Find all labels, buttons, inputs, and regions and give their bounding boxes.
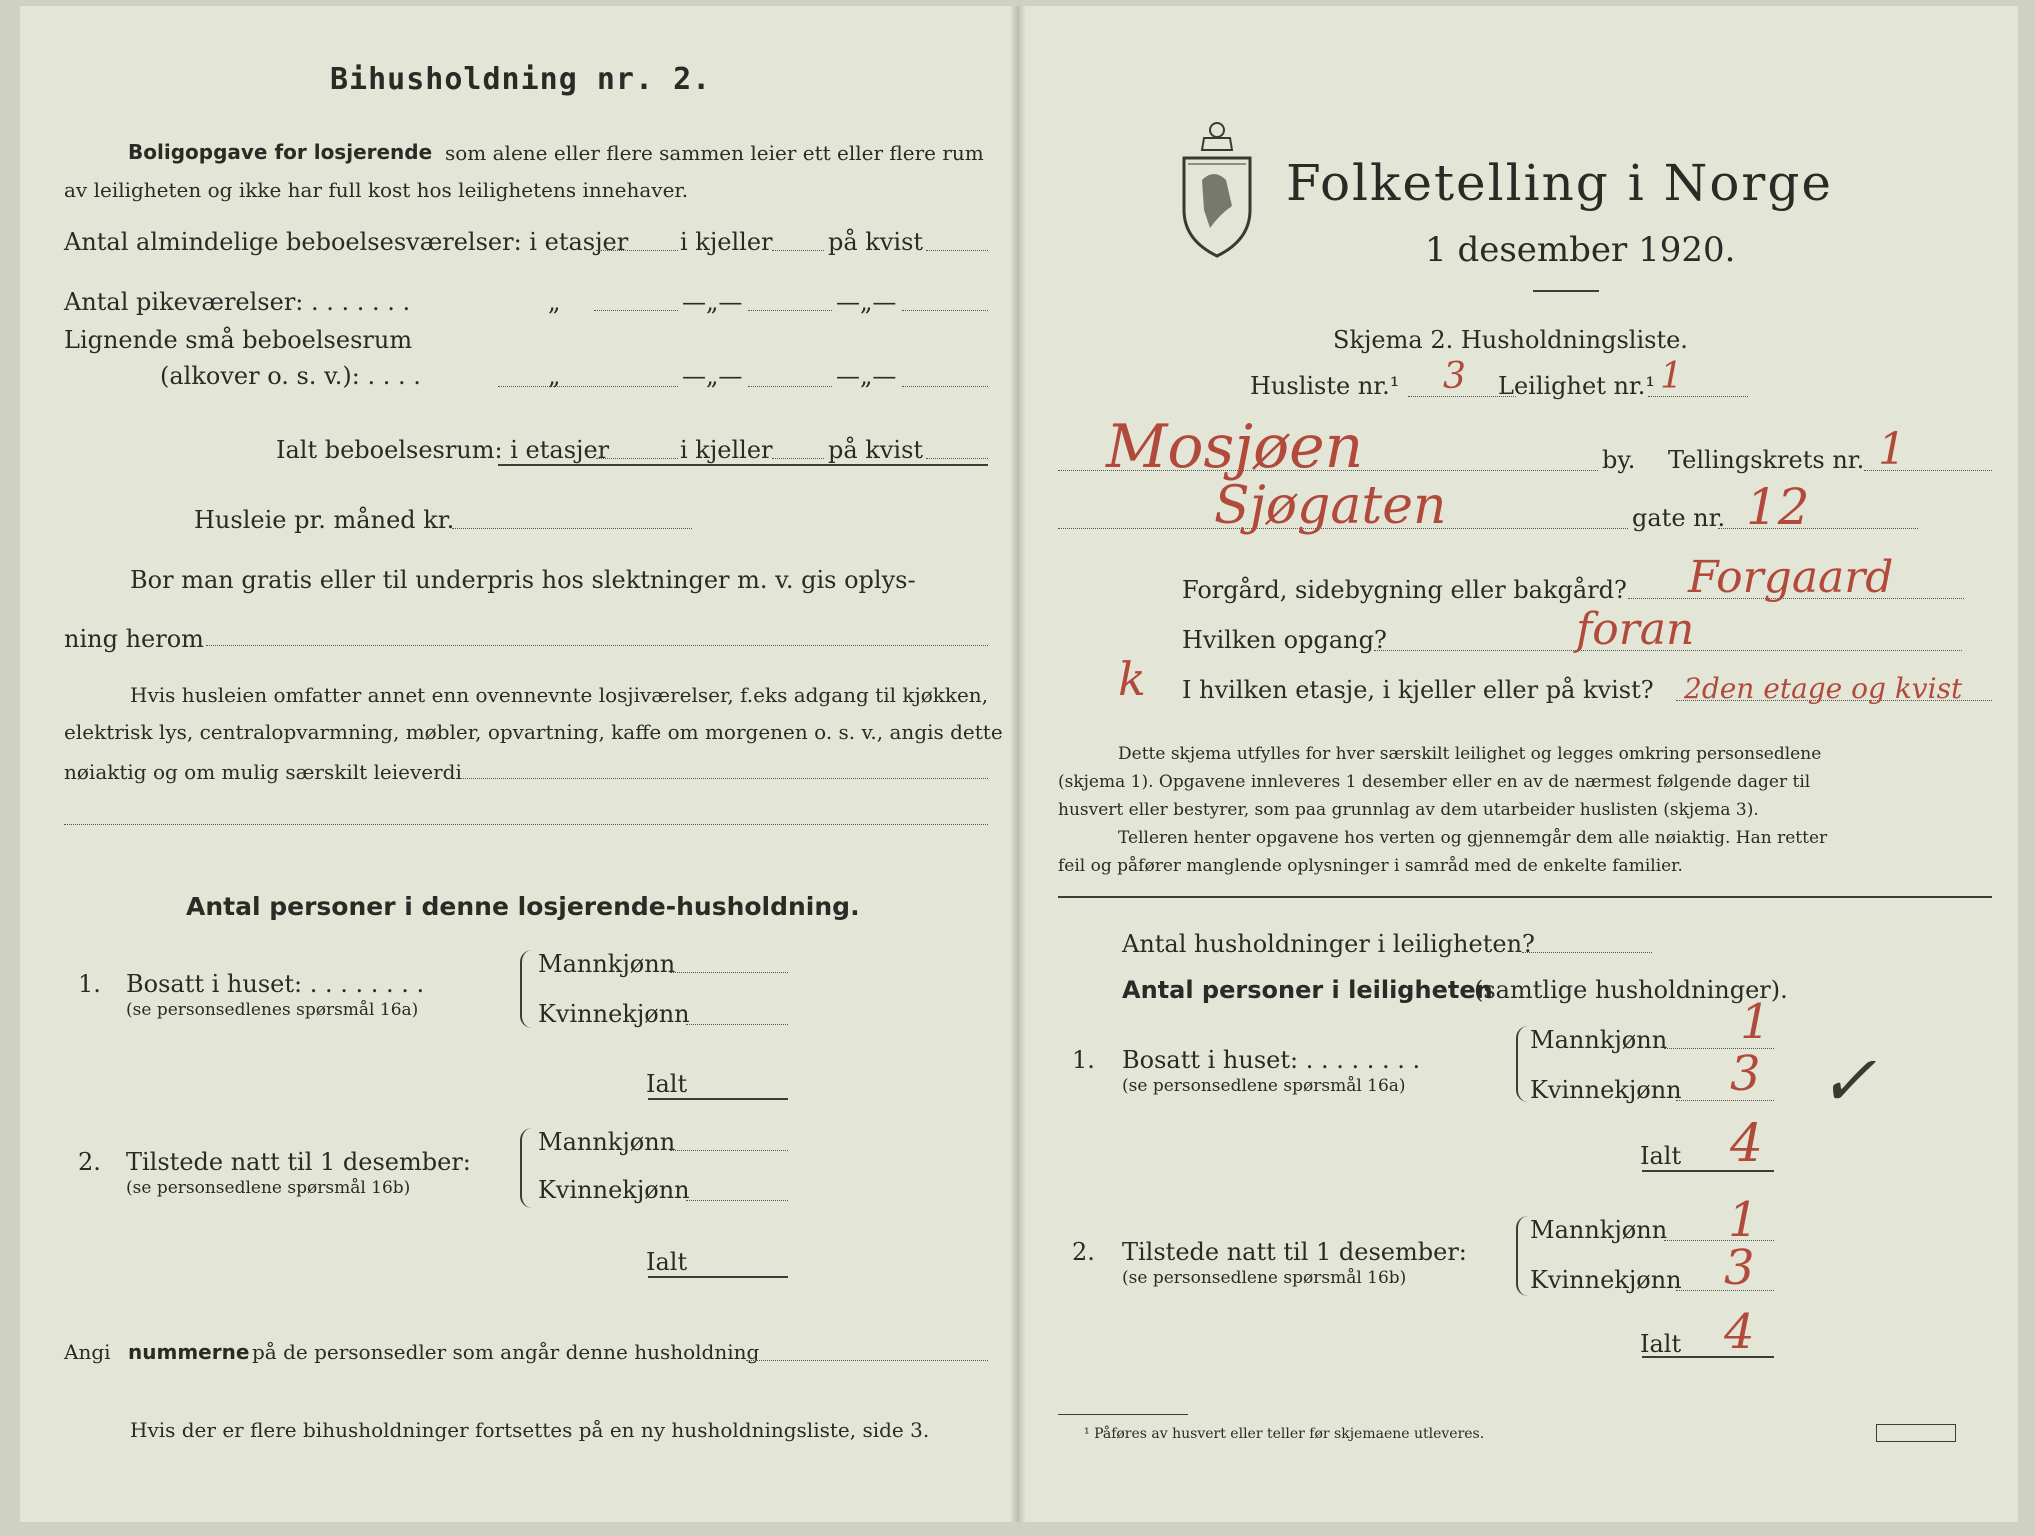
rooms-kjeller-label: i kjeller: [680, 228, 773, 256]
ialt-etasjer-field: [596, 458, 678, 459]
q1-ialt-value: 4: [1730, 1114, 1764, 1174]
bor-line-1: Bor man gratis eller til underpris hos slektninger m. v. gis oplys-: [130, 566, 916, 594]
left-title: Bihusholdning nr. 2.: [330, 62, 712, 97]
antal-rest: (samtlige husholdninger).: [1474, 976, 1788, 1004]
instr-line-4: Telleren henter opgavene hos verten og gjennemgår dem alle nøiaktig. Han retter: [1118, 828, 1828, 848]
angi-field: [746, 1360, 988, 1361]
tellingskrets-value: 1: [1878, 424, 1906, 475]
q1-kvinne-label: Kvinnekjønn: [1530, 1076, 1682, 1104]
instr-line-1: Dette skjema utfylles for hver særskilt leilighet og legges omkring personsedlene: [1118, 744, 1822, 764]
lign-field-1: [498, 386, 678, 387]
q1-kvinne-field: [686, 1024, 788, 1025]
q2-ialt-label: Ialt: [646, 1248, 688, 1276]
husliste-label: Husliste nr.¹: [1250, 372, 1400, 400]
lign-ditto-3: —„—: [836, 362, 897, 390]
gate-value: 12: [1746, 478, 1810, 536]
lign-label-1: Lignende små beboelsesrum: [64, 326, 413, 354]
intro-bold: Boligopgave for losjerende: [128, 140, 433, 164]
q2-kvinne-label: Kvinnekjønn: [538, 1176, 690, 1204]
ialt-kvist-field: [926, 458, 988, 459]
bor-field: [206, 645, 988, 646]
right-page: [1028, 0, 2018, 1536]
pike-ditto: „: [548, 288, 561, 316]
rooms-kvist-label: på kvist: [828, 228, 924, 256]
q2-kvinne-label: Kvinnekjønn: [1530, 1266, 1682, 1294]
gate-label: gate nr.: [1632, 504, 1726, 532]
q2-kvinne-field: [686, 1200, 788, 1201]
left-page: [20, 0, 1010, 1536]
right-title: Folketelling i Norge: [1286, 154, 1833, 212]
ialt-kvist-label: på kvist: [828, 436, 924, 464]
skjema-label: Skjema 2. Husholdningsliste.: [1333, 326, 1688, 354]
hvis-field: [460, 778, 988, 779]
tellingskrets-label: Tellingskrets nr.: [1668, 446, 1865, 474]
angi-a: Angi: [64, 1340, 111, 1364]
pike-ditto-3: —„—: [836, 288, 897, 316]
q2-label: Tilstede natt til 1 desember:: [126, 1148, 471, 1176]
q2-mann-value: 1: [1728, 1192, 1759, 1248]
leilighet-value: 1: [1660, 356, 1683, 397]
q2-sub: (se personsedlene spørsmål 16b): [1122, 1268, 1407, 1288]
q1-mann-label: Mannkjønn: [1530, 1026, 1668, 1054]
intro-rest: som alene eller flere sammen leier ett eller flere rum: [445, 141, 984, 165]
ialt-rooms-label: Ialt beboelsesrum: i etasjer: [276, 436, 610, 464]
pike-ditto-2: —„—: [682, 288, 743, 316]
bor-line-2: ning herom: [64, 625, 204, 653]
opgang-value: foran: [1576, 604, 1695, 655]
antal-bold: Antal personer i leiligheten: [1122, 976, 1493, 1004]
census-date: 1 desember 1920.: [1425, 230, 1736, 270]
leilighet-label: Leilighet nr.¹: [1498, 372, 1656, 400]
pike-field-3: [902, 310, 988, 311]
hush-label: Antal husholdninger i leiligheten?: [1122, 930, 1535, 958]
instr-line-3: husvert eller bestyrer, som paa grunnlag av dem utarbeider huslisten (skjema 3).: [1058, 800, 1759, 820]
q1-kvinne-value: 3: [1730, 1046, 1761, 1102]
hvis-field-2: [64, 824, 988, 825]
q2-label: Tilstede natt til 1 desember:: [1122, 1238, 1467, 1266]
q1-label: Bosatt i huset: . . . . . . . .: [1122, 1046, 1421, 1074]
footnote-rule: [1058, 1414, 1188, 1415]
q1-brace: [1516, 1026, 1528, 1102]
q1-mann-field: [670, 972, 788, 973]
q1-mann-label: Mannkjønn: [538, 950, 676, 978]
instr-line-5: feil og påfører manglende oplysninger i samråd med de enkelte familier.: [1058, 856, 1683, 876]
q2-mann-field: [670, 1150, 788, 1151]
q2-ialt-field: [648, 1276, 788, 1278]
q1-kvinne-label: Kvinnekjønn: [538, 1000, 690, 1028]
opgang-label: Hvilken opgang?: [1182, 626, 1387, 654]
q2-mann-label: Mannkjønn: [1530, 1216, 1668, 1244]
rooms-kvist-field: [926, 250, 988, 251]
hvis-line-1: Hvis husleien omfatter annet enn ovennevnte losjiværelser, f.eks adgang til kjøkken,: [130, 683, 989, 707]
q2-mann-label: Mannkjønn: [538, 1128, 676, 1156]
margin-mark: k: [1118, 652, 1146, 706]
instr-rule: [1058, 896, 1992, 898]
hush-field: [1522, 952, 1652, 953]
lign-label-2: (alkover o. s. v.): . . . .: [160, 362, 421, 390]
pike-field-2: [748, 310, 832, 311]
rooms-kjeller-field: [772, 250, 824, 251]
coat-of-arms-icon: [1174, 110, 1260, 260]
rooms-label: Antal almindelige beboelsesværelser: i etasjer: [64, 228, 629, 256]
q2-kvinne-value: 3: [1724, 1240, 1755, 1296]
page-fold: [1010, 6, 1026, 1522]
husleie-label: Husleie pr. måned kr.: [194, 506, 455, 534]
pike-field-1: [594, 310, 678, 311]
ialt-kjeller-label: i kjeller: [680, 436, 773, 464]
q2-num: 2.: [1072, 1238, 1095, 1266]
lign-ditto-2: —„—: [682, 362, 743, 390]
etasje-label: I hvilken etasje, i kjeller eller på kvist?: [1182, 676, 1654, 704]
left-footer: Hvis der er flere bihusholdninger fortsettes på en ny husholdningsliste, side 3.: [130, 1418, 930, 1442]
lign-field-2: [748, 386, 832, 387]
instr-line-2: (skjema 1). Opgavene innleveres 1 desember eller en av de nærmest følgende dager til: [1058, 772, 1811, 792]
q1-ialt-field: [648, 1098, 788, 1100]
q1-ialt-label: Ialt: [646, 1070, 688, 1098]
hvis-line-2: elektrisk lys, centralopvarmning, møbler, opvartning, kaffe om morgenen o. s. v., angis dette: [64, 720, 1003, 744]
printer-stamp: [1876, 1424, 1956, 1442]
q2-ialt-value: 4: [1724, 1304, 1755, 1360]
q1-sub: (se personsedlene spørsmål 16a): [1122, 1076, 1406, 1096]
q2-brace: [520, 1128, 532, 1208]
ialt-underline: [498, 464, 988, 466]
q2-brace: [1516, 1216, 1528, 1296]
q1-num: 1.: [78, 970, 101, 998]
q1-num: 1.: [1072, 1046, 1095, 1074]
q1-brace: [520, 950, 532, 1028]
city-value: Mosjøen: [1106, 412, 1364, 482]
forgard-value: Forgaard: [1688, 552, 1894, 603]
q1-sub: (se personsedlenes spørsmål 16a): [126, 1000, 419, 1020]
lign-ditto: „: [548, 362, 561, 390]
footnote: ¹ Påføres av husvert eller teller før skjemaene utleveres.: [1084, 1426, 1485, 1442]
q1-label: Bosatt i huset: . . . . . . . .: [126, 970, 425, 998]
intro-line2: av leiligheten og ikke har full kost hos leilighetens innehaver.: [64, 178, 689, 202]
street-value: Sjøgaten: [1214, 476, 1447, 536]
by-label: by.: [1602, 446, 1636, 474]
etasje-value: 2den etage og kvist: [1684, 672, 1963, 705]
lign-field-3: [902, 386, 988, 387]
q1-mann-value: 1: [1740, 994, 1771, 1050]
pike-label: Antal pikeværelser: . . . . . . .: [64, 288, 411, 316]
q2-num: 2.: [78, 1148, 101, 1176]
rooms-etasjer-field: [596, 250, 678, 251]
forgard-label: Forgård, sidebygning eller bakgård?: [1182, 576, 1627, 604]
title-rule: [1533, 290, 1599, 292]
husleie-field: [452, 528, 692, 529]
angi-c: på de personsedler som angår denne husholdning: [252, 1340, 760, 1364]
hvis-line-3: nøiaktig og om mulig særskilt leieverdi: [64, 760, 462, 784]
q1-check-mark: ✓: [1818, 1040, 1877, 1122]
q2-ialt-label: Ialt: [1640, 1330, 1682, 1358]
ialt-kjeller-field: [772, 458, 824, 459]
husliste-value: 3: [1443, 356, 1466, 397]
antal-header: Antal personer i denne losjerende-husholdning.: [186, 892, 860, 921]
angi-b: nummerne: [128, 1340, 250, 1364]
q2-sub: (se personsedlene spørsmål 16b): [126, 1178, 411, 1198]
q1-ialt-label: Ialt: [1640, 1142, 1682, 1170]
